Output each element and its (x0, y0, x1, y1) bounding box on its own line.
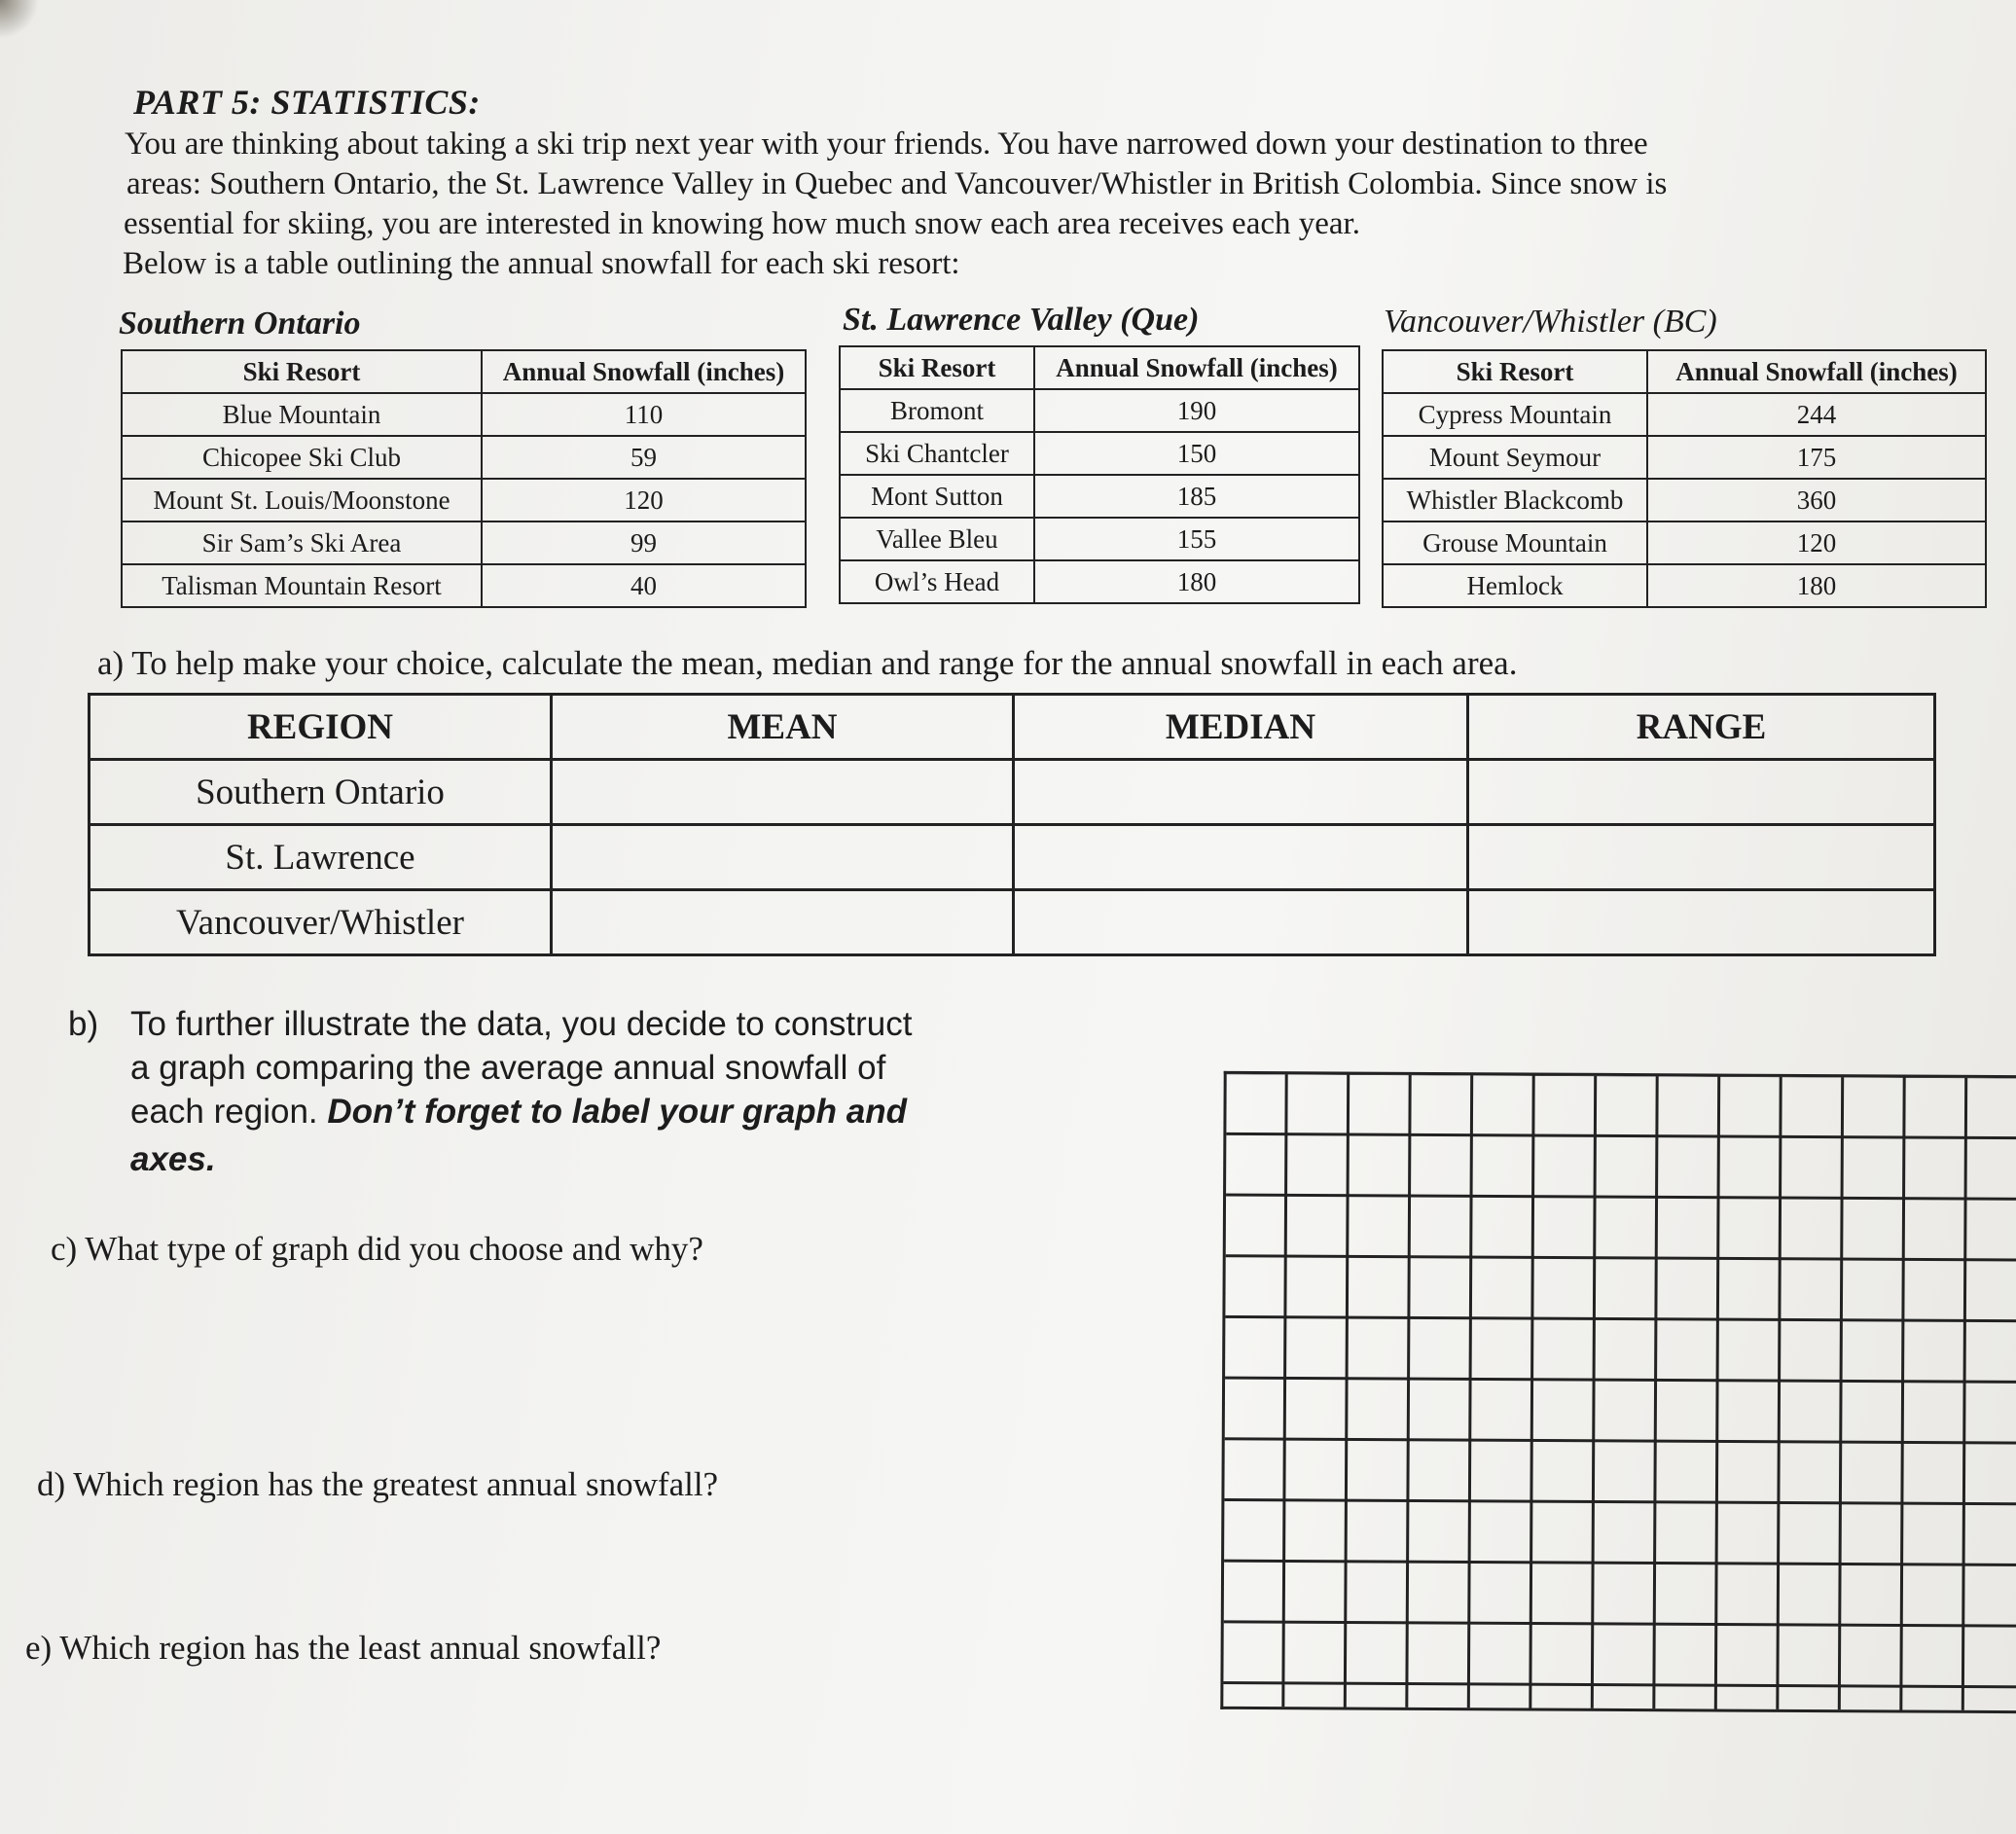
median-answer-cell[interactable] (1014, 825, 1468, 890)
question-a: a) To help make your choice, calculate the mean, median and range for the annual snowfall in each area. (97, 644, 1518, 682)
ontario-table-title: Southern Ontario (119, 306, 361, 342)
table-header-row (122, 350, 806, 393)
stlawrence-table-title: St. Lawrence Valley (Que) (843, 302, 1200, 338)
summary-header-row (90, 695, 1935, 760)
question-b (130, 1002, 1064, 1181)
intro-line-2: areas: Southern Ontario, the St. Lawrence Valley in Quebec and Vancouver/Whistler in British Colombia. Since snow is (126, 166, 1668, 201)
snowfall-value: 59 (482, 436, 806, 479)
table-row (122, 393, 806, 436)
graph-grid[interactable] (1220, 1071, 2016, 1713)
intro-paragraph (125, 125, 1934, 284)
snowfall-value: 360 (1647, 479, 1986, 521)
question-d: d) Which region has the greatest annual snowfall? (37, 1465, 719, 1503)
resort-name: Blue Mountain (122, 393, 482, 436)
table-row (122, 436, 806, 479)
table-row (840, 475, 1359, 518)
snowfall-value: 190 (1034, 389, 1359, 432)
snowfall-value: 155 (1034, 518, 1359, 560)
question-b-line-2: a graph comparing the average annual snowfall of (130, 1049, 886, 1087)
median-answer-cell[interactable] (1014, 890, 1468, 955)
question-b-label: b) (68, 1005, 99, 1043)
question-b-line-3 (130, 1090, 1064, 1133)
region-name: Vancouver/Whistler (90, 890, 552, 955)
table-row (122, 564, 806, 607)
col-header-snowfall: Annual Snowfall (inches) (482, 350, 806, 393)
col-header-resort: Ski Resort (122, 350, 482, 393)
resort-name: Mount St. Louis/Moonstone (122, 479, 482, 521)
snowfall-value: 40 (482, 564, 806, 607)
table-row (122, 521, 806, 564)
vancouver-resort-table (1382, 349, 1987, 608)
mean-answer-cell[interactable] (552, 890, 1014, 955)
col-header-mean: MEAN (552, 695, 1014, 760)
snowfall-value: 180 (1647, 564, 1986, 607)
summary-row (90, 825, 1935, 890)
table-row (1383, 564, 1986, 607)
intro-line-3: essential for skiing, you are interested in knowing how much snow each area receives each year. (124, 206, 1360, 241)
table-row (1383, 521, 1986, 564)
table-row (1383, 479, 1986, 521)
median-answer-cell[interactable] (1014, 760, 1468, 825)
table-header-row (1383, 350, 1986, 393)
col-header-range: RANGE (1468, 695, 1935, 760)
table-row (840, 518, 1359, 560)
intro-line-1: You are thinking about taking a ski trip next year with your friends. You have narrowed down your destination to three (125, 126, 1648, 162)
resort-name: Vallee Bleu (840, 518, 1034, 560)
snowfall-value: 244 (1647, 393, 1986, 436)
summary-table (88, 693, 1936, 956)
col-header-resort: Ski Resort (1383, 350, 1647, 393)
mean-answer-cell[interactable] (552, 760, 1014, 825)
col-header-snowfall: Annual Snowfall (inches) (1034, 346, 1359, 389)
mean-answer-cell[interactable] (552, 825, 1014, 890)
summary-row (90, 890, 1935, 955)
resort-name: Hemlock (1383, 564, 1647, 607)
question-e: e) Which region has the least annual snowfall? (25, 1629, 662, 1667)
resort-name: Bromont (840, 389, 1034, 432)
range-answer-cell[interactable] (1468, 890, 1935, 955)
resort-name: Chicopee Ski Club (122, 436, 482, 479)
region-name: St. Lawrence (90, 825, 552, 890)
intro-line-4: Below is a table outlining the annual snowfall for each ski resort: (123, 246, 960, 281)
question-b-emphasis-2: axes. (130, 1140, 216, 1178)
resort-name: Sir Sam’s Ski Area (122, 521, 482, 564)
resort-name: Owl’s Head (840, 560, 1034, 603)
snowfall-value: 180 (1034, 560, 1359, 603)
table-row (840, 389, 1359, 432)
snowfall-value: 150 (1034, 432, 1359, 475)
page-corner-shadow (0, 0, 39, 39)
table-row (1383, 436, 1986, 479)
col-header-region: REGION (90, 695, 552, 760)
col-header-resort: Ski Resort (840, 346, 1034, 389)
table-row (1383, 393, 1986, 436)
part-heading: PART 5: STATISTICS: (133, 83, 481, 122)
snowfall-value: 99 (482, 521, 806, 564)
table-header-row (840, 346, 1359, 389)
table-row (840, 560, 1359, 603)
ontario-resort-table (121, 349, 807, 608)
snowfall-value: 120 (1647, 521, 1986, 564)
vancouver-table-title: Vancouver/Whistler (BC) (1384, 304, 1717, 340)
resort-name: Whistler Blackcomb (1383, 479, 1647, 521)
resort-name: Ski Chantcler (840, 432, 1034, 475)
question-b-line-3-text: each region. (130, 1093, 328, 1131)
question-c: c) What type of graph did you choose and why? (51, 1230, 703, 1268)
snowfall-value: 175 (1647, 436, 1986, 479)
col-header-median: MEDIAN (1014, 695, 1468, 760)
table-row (122, 479, 806, 521)
summary-row (90, 760, 1935, 825)
snowfall-value: 120 (482, 479, 806, 521)
resort-name: Grouse Mountain (1383, 521, 1647, 564)
range-answer-cell[interactable] (1468, 760, 1935, 825)
resort-name: Talisman Mountain Resort (122, 564, 482, 607)
range-answer-cell[interactable] (1468, 825, 1935, 890)
snowfall-value: 185 (1034, 475, 1359, 518)
snowfall-value: 110 (482, 393, 806, 436)
table-row (840, 432, 1359, 475)
resort-name: Cypress Mountain (1383, 393, 1647, 436)
resort-name: Mount Seymour (1383, 436, 1647, 479)
region-name: Southern Ontario (90, 760, 552, 825)
stlawrence-resort-table (839, 345, 1360, 604)
question-b-emphasis: Don’t forget to label your graph and (327, 1093, 908, 1131)
question-b-line-1: To further illustrate the data, you decide to construct (130, 1005, 913, 1043)
col-header-snowfall: Annual Snowfall (inches) (1647, 350, 1986, 393)
resort-name: Mont Sutton (840, 475, 1034, 518)
